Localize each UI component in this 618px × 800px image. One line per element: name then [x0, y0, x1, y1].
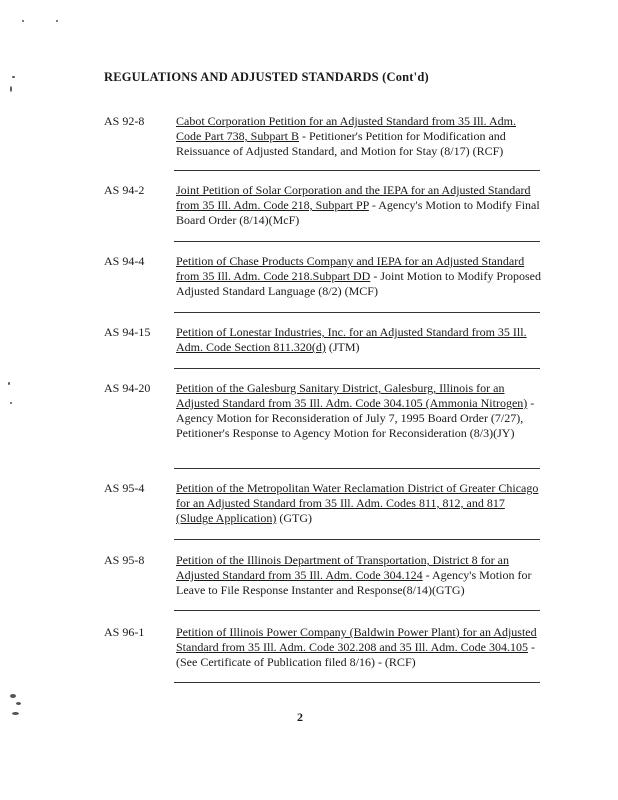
docket-description [176, 481, 544, 526]
docket-detail: (GTG) [276, 511, 312, 525]
entry-divider [174, 368, 540, 369]
docket-number: AS 94-2 [104, 183, 145, 197]
docket-detail: - Agency's Motion to Modify Final Board Order (8/14)(McF) [176, 198, 540, 227]
docket-title: Petition of the Metropolitan Water Reclamation District of Greater Chicago for an Adjusted Standard from 35 Ill. Adm. Codes 811, 812, and 817 (Sludge Application) [176, 481, 539, 525]
scan-speck [10, 694, 16, 698]
docket-number: AS 96-1 [104, 625, 145, 639]
docket-description [176, 625, 544, 670]
docket-description [176, 325, 544, 355]
docket-description [176, 553, 544, 598]
docket-title: Petition of Chase Products Company and IEPA for an Adjusted Standard from 35 Ill. Adm. Code 218.Subpart DD [176, 254, 525, 283]
docket-number: AS 94-20 [104, 381, 151, 395]
docket-title: Petition of the Illinois Department of Transportation, District 8 for an Adjusted Standard from 35 Ill. Adm. Code 304.124 [176, 553, 509, 582]
docket-detail: - Agency Motion for Reconsideration of July 7, 1995 Board Order (7/27), Petitioner's Response to Agency Motion for Reconsideration (8/3)(JY) [176, 396, 535, 440]
entry-divider [174, 682, 540, 683]
docket-number: AS 94-4 [104, 254, 145, 268]
page-number: 2 [297, 710, 303, 724]
docket-detail: - Agency's Motion for Leave to File Response Instanter and Response(8/14)(GTG) [176, 568, 532, 597]
docket-number: AS 92-8 [104, 114, 145, 128]
docket-title: Petition of Lonestar Industries, Inc. for an Adjusted Standard from 35 Ill. Adm. Code Section 811.320(d) [176, 325, 527, 354]
docket-description [176, 183, 544, 228]
entry-divider [174, 241, 540, 242]
scan-speck [22, 20, 24, 22]
docket-title: Cabot Corporation Petition for an Adjusted Standard from 35 Ill. Adm. Code Part 738, Subpart B [176, 114, 516, 143]
docket-detail: - Joint Motion to Modify Proposed Adjusted Standard Language (8/2) (MCF) [176, 269, 541, 298]
scan-speck [16, 702, 21, 705]
docket-description [176, 381, 544, 441]
scan-speck [56, 20, 58, 22]
docket-detail: - (See Certificate of Publication filed 8/16) - (RCF) [176, 640, 535, 669]
entry-divider [174, 468, 540, 469]
entry-divider [174, 610, 540, 611]
section-heading: REGULATIONS AND ADJUSTED STANDARDS (Cont'd) [104, 70, 429, 84]
docket-number: AS 94-15 [104, 325, 151, 339]
docket-number: AS 95-4 [104, 481, 145, 495]
docket-description [176, 254, 544, 299]
docket-detail: - Petitioner's Petition for Modification and Reissuance of Adjusted Standard, and Motion for Stay (8/17) (RCF) [176, 129, 506, 158]
scan-speck [10, 86, 12, 92]
scan-speck [8, 382, 10, 385]
entry-divider [174, 539, 540, 540]
scan-speck [12, 712, 19, 715]
docket-title: Petition of Illinois Power Company (Baldwin Power Plant) for an Adjusted Standard from 35 Ill. Adm. Code 302.208 and 35 Ill. Adm. Code 304.105 [176, 625, 537, 654]
docket-number: AS 95-8 [104, 553, 145, 567]
entry-divider [174, 170, 540, 171]
docket-title: Joint Petition of Solar Corporation and the IEPA for an Adjusted Standard from 35 Ill. Adm. Code 218, Subpart PP [176, 183, 531, 212]
entry-divider [174, 312, 540, 313]
docket-detail: (JTM) [325, 340, 360, 354]
scan-speck [10, 402, 12, 404]
docket-description [176, 114, 544, 159]
docket-title: Petition of the Galesburg Sanitary District, Galesburg, Illinois for an Adjusted Standard from 35 Ill. Adm. Code 304.105 (Ammonia Nitrogen) [176, 381, 528, 410]
scan-speck [12, 76, 15, 78]
